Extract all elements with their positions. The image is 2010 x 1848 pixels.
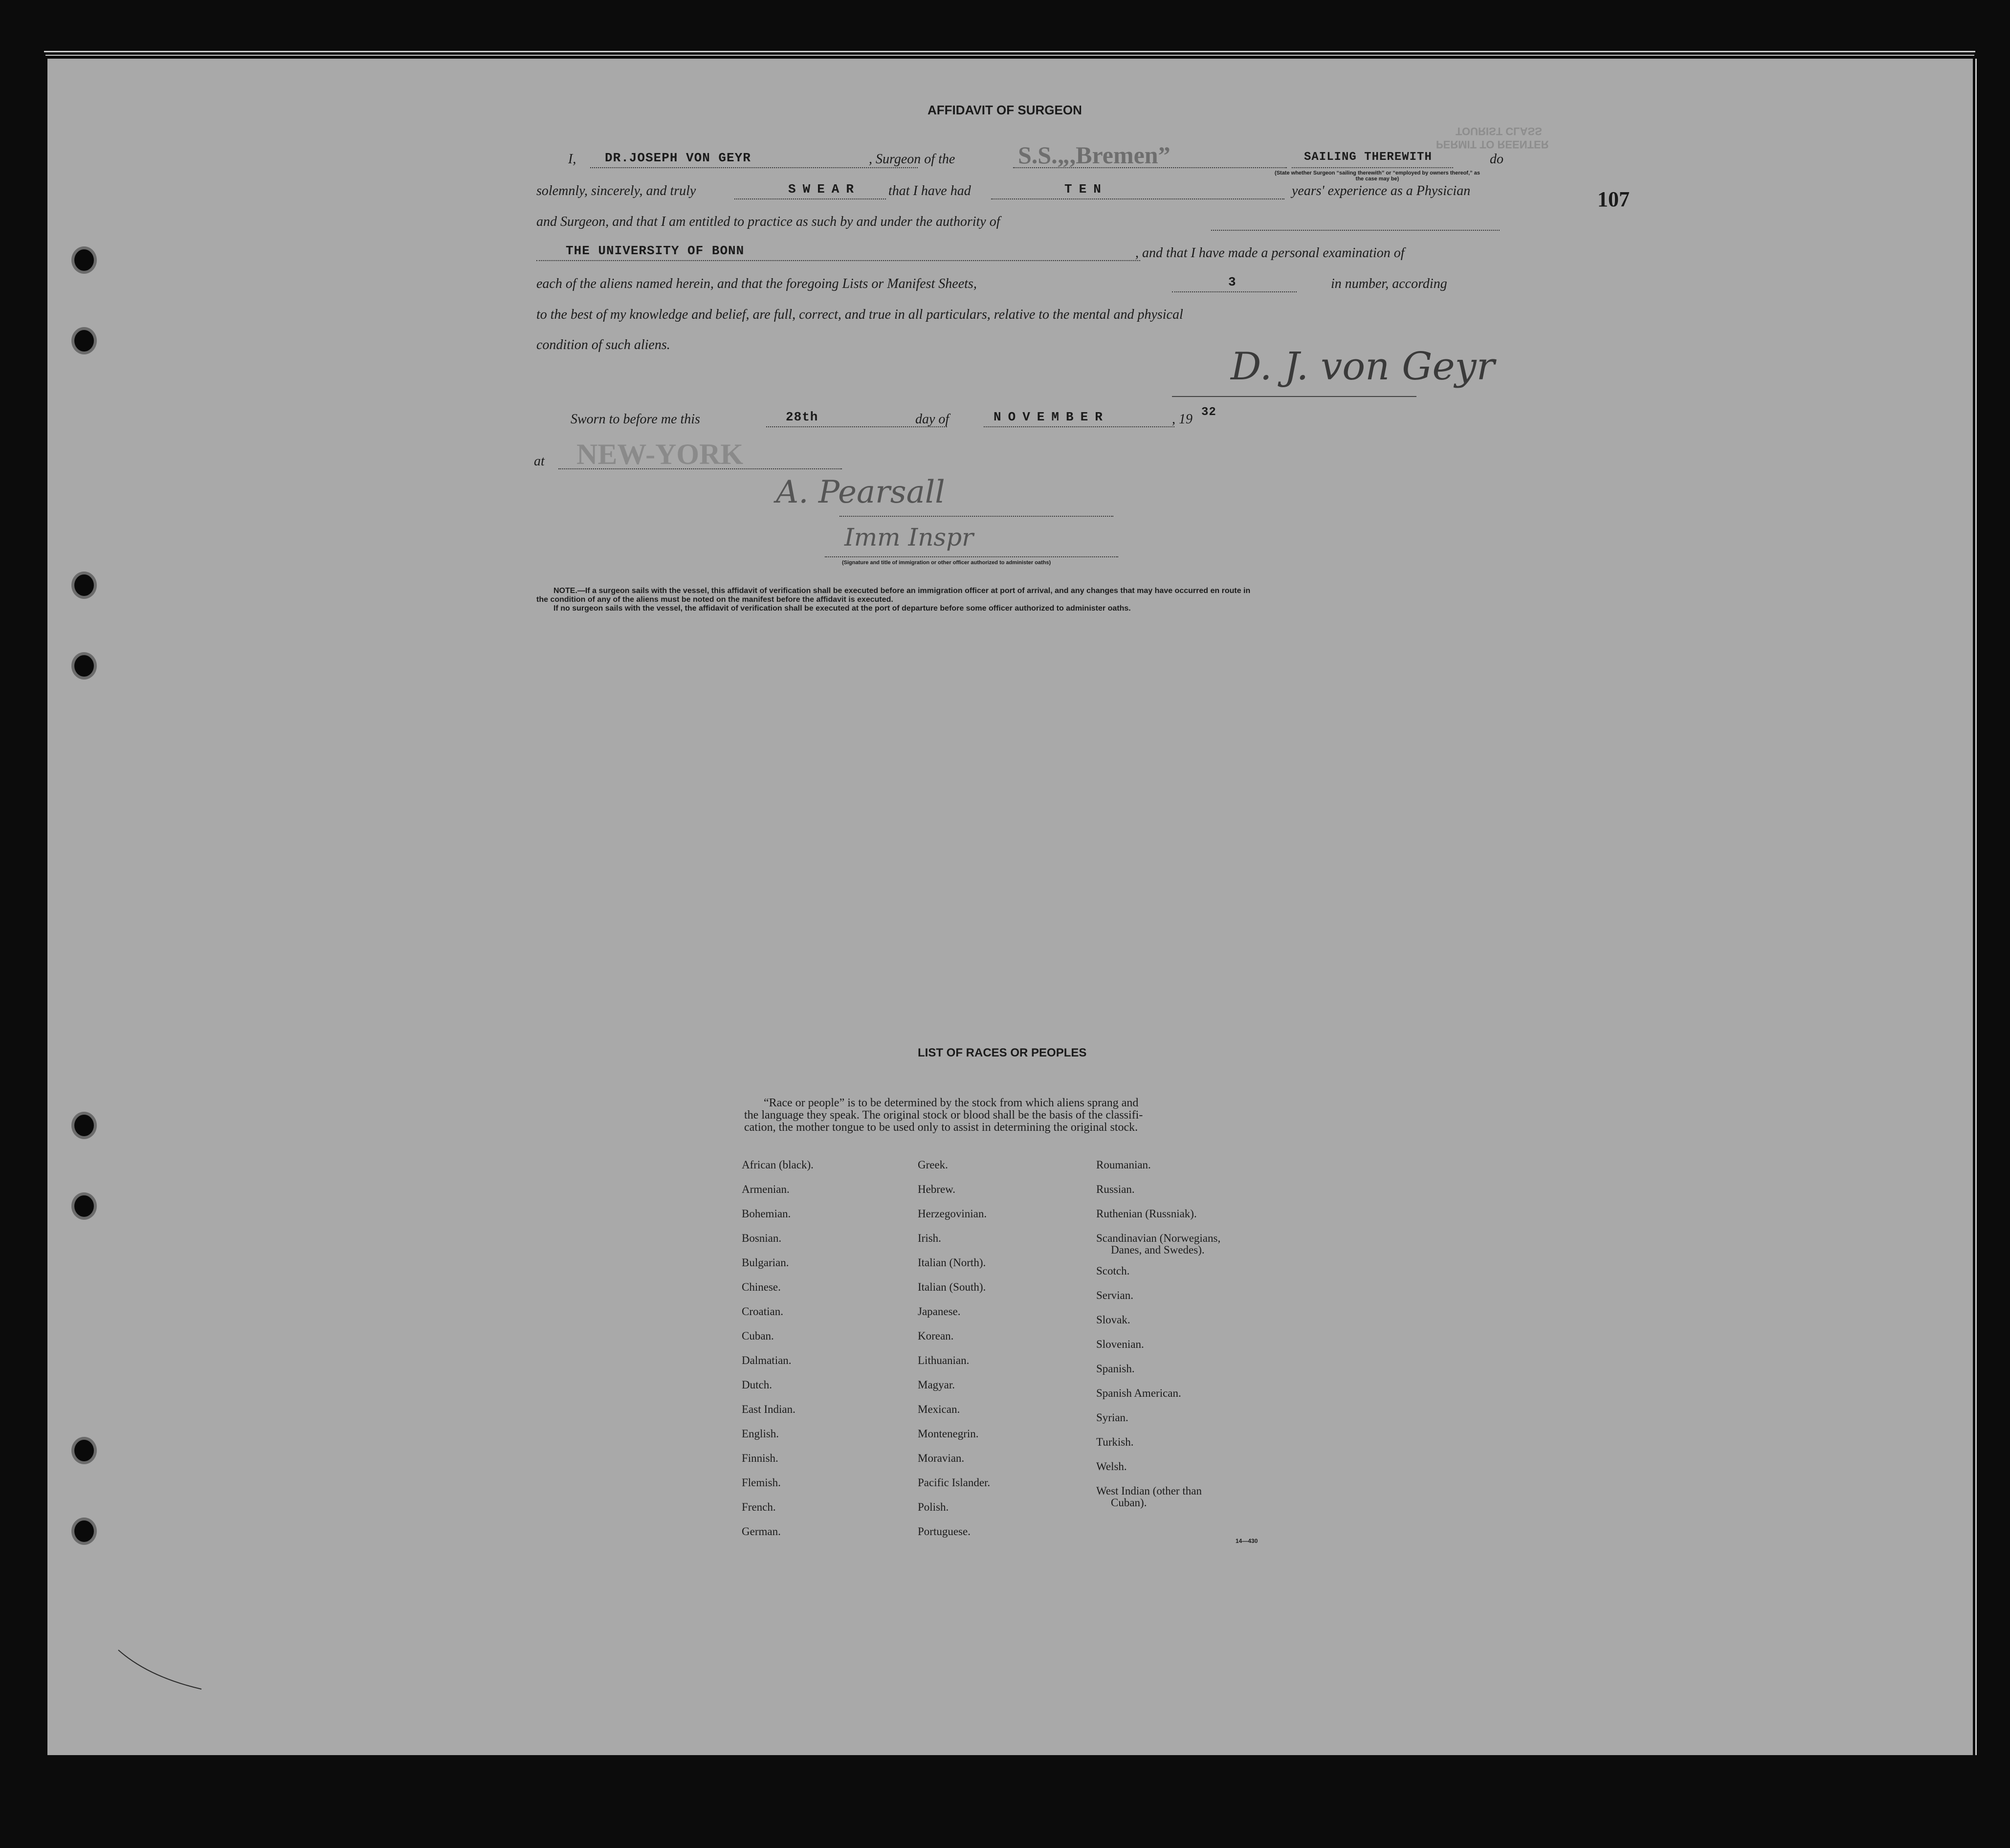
stray-pen-mark: [116, 1648, 204, 1692]
officer-line-2: [825, 556, 1118, 557]
oath-line5-suffix: in number, according: [1331, 276, 1447, 291]
race-entry: African (black).: [742, 1159, 814, 1171]
page-number: 107: [1597, 187, 1630, 211]
race-entry: Russian.: [1096, 1183, 1135, 1195]
affidavit-title: AFFIDAVIT OF SURGEON: [928, 103, 1082, 117]
class-stamp-line2: PERMIT TO REENTER: [1436, 138, 1549, 151]
punch-hole: [74, 330, 94, 352]
oath-line7: condition of such aliens.: [536, 337, 670, 352]
race-entry: German.: [742, 1525, 781, 1538]
race-entry: Roumanian.: [1096, 1159, 1151, 1171]
race-entry: Hebrew.: [918, 1183, 956, 1195]
licensing-authority: THE UNIVERSITY OF BONN: [566, 243, 745, 258]
race-entry: Pacific Islander.: [918, 1476, 991, 1489]
sworn-mid: day of: [915, 412, 950, 427]
race-entry: Montenegrin.: [918, 1428, 979, 1440]
surgeon-signature: D. J. von Geyr: [1231, 345, 1495, 389]
punch-hole: [74, 249, 94, 271]
punch-hole: [74, 1115, 94, 1136]
race-entry: Japanese.: [918, 1305, 961, 1318]
authority-blank-2: [536, 260, 1140, 261]
race-entry: Syrian.: [1096, 1411, 1128, 1424]
years-experience: TEN: [1064, 182, 1108, 197]
officer-caption: (Signature and title of immigration or other officer authorized to administer oaths): [842, 560, 1051, 566]
race-entry: Dalmatian.: [742, 1354, 792, 1366]
race-entry: Servian.: [1096, 1289, 1134, 1301]
sheet-count: 3: [1228, 275, 1237, 289]
officer-signature: A. Pearsall: [776, 474, 945, 510]
races-intro-line-1: “Race or people” is to be determined by the stock from which aliens sprang and: [764, 1097, 1139, 1109]
punch-hole: [74, 1520, 94, 1542]
place-stamp: NEW-YORK: [576, 438, 744, 470]
officer-title-signature: Imm Inspr: [844, 523, 973, 551]
race-entry: Herzegovinian.: [918, 1208, 987, 1220]
sheet-edge-right: [1975, 59, 1977, 1755]
manifest-page: [47, 59, 1973, 1755]
oath-line1-suffix: do: [1490, 152, 1503, 167]
race-entry: Italian (South).: [918, 1281, 986, 1293]
sheet-count-blank: [1172, 291, 1297, 292]
sworn-prefix: Sworn to before me this: [571, 412, 700, 427]
race-entry: Italian (North).: [918, 1256, 986, 1269]
race-entry: Croatian.: [742, 1305, 783, 1318]
oath-line4-suffix: , and that I have made a personal examination of: [1135, 245, 1405, 261]
race-entry: Danes, and Swedes).: [1111, 1244, 1205, 1256]
race-entry: Magyar.: [918, 1379, 955, 1391]
form-number: 14—430: [1236, 1538, 1258, 1544]
note-line-2: the condition of any of the aliens must be noted on the manifest before the affidavit is executed.: [536, 595, 893, 604]
punch-hole: [74, 1440, 94, 1461]
race-entry: Lithuanian.: [918, 1354, 970, 1366]
race-entry: Turkish.: [1096, 1436, 1134, 1448]
race-entry: Slovak.: [1096, 1314, 1130, 1326]
sheet-edge-top-2: [45, 55, 1974, 56]
sworn-year: 32: [1201, 406, 1216, 419]
sworn-year-prefix: , 19: [1172, 412, 1193, 427]
race-entry: Cuban).: [1111, 1496, 1147, 1509]
class-stamp-line1: TOURIST CLASS: [1456, 125, 1542, 137]
month-blank: [984, 426, 1174, 427]
oath-line1-prefix: I,: [568, 152, 576, 167]
years-blank: [991, 198, 1284, 199]
race-entry: Armenian.: [742, 1183, 790, 1195]
sworn-day: 28th: [786, 410, 818, 424]
race-entry: Slovenian.: [1096, 1338, 1144, 1350]
oath-line2-mid: that I have had: [888, 183, 971, 198]
race-entry: Welsh.: [1096, 1460, 1127, 1473]
at-label: at: [534, 454, 545, 469]
race-entry: Ruthenian (Russniak).: [1096, 1208, 1197, 1220]
oath-line6: to the best of my knowledge and belief, are full, correct, and true in all particulars, relative to the mental and physical: [536, 307, 1183, 322]
officer-line-1: [839, 516, 1113, 517]
race-entry: Scotch.: [1096, 1265, 1130, 1277]
race-entry: Spanish American.: [1096, 1387, 1181, 1399]
race-entry: Mexican.: [918, 1403, 960, 1415]
sailing-blank: [1292, 167, 1453, 168]
races-title: LIST OF RACES OR PEOPLES: [918, 1046, 1087, 1059]
punch-hole: [74, 1195, 94, 1217]
note-line-1: NOTE.—If a surgeon sails with the vessel, this affidavit of verification shall be executed before an immigration officer at port of arrival, and any changes that may have occurred en route in: [553, 587, 1251, 595]
oath-line1-mid: , Surgeon of the: [869, 152, 955, 167]
oath-type: SWEAR: [788, 182, 861, 197]
oath-line3: and Surgeon, and that I am entitled to practice as such by and under the authority of: [536, 214, 1000, 229]
oath-line2-suffix: years' experience as a Physician: [1292, 183, 1471, 198]
note-line-3: If no surgeon sails with the vessel, the affidavit of verification shall be executed at the port of departure before some officer authorized to administer oaths.: [553, 604, 1131, 613]
sailing-status: SAILING THEREWITH: [1304, 151, 1432, 164]
race-entry: Scandinavian (Norwegians,: [1096, 1232, 1221, 1244]
race-entry: Chinese.: [742, 1281, 781, 1293]
race-entry: French.: [742, 1501, 776, 1513]
oath-line5-prefix: each of the aliens named herein, and that the foregoing Lists or Manifest Sheets,: [536, 276, 977, 291]
race-entry: East Indian.: [742, 1403, 795, 1415]
authority-blank-1: [1211, 230, 1500, 231]
surgeon-name: DR.JOSEPH VON GEYR: [605, 151, 751, 165]
race-entry: Bosnian.: [742, 1232, 782, 1244]
sheet-edge-top: [44, 51, 1975, 52]
race-entry: Bulgarian.: [742, 1256, 789, 1269]
sailing-note: (State whether Surgeon “sailing therewith” or “employed by owners thereof,” as the case may be): [1275, 170, 1480, 182]
oath-blank: [734, 198, 886, 199]
races-intro-line-2: the language they speak. The original stock or blood shall be the basis of the classifi-: [744, 1109, 1143, 1122]
punch-hole: [74, 655, 94, 677]
race-entry: Polish.: [918, 1501, 949, 1513]
race-entry: Finnish.: [742, 1452, 778, 1464]
race-entry: Spanish.: [1096, 1363, 1135, 1375]
race-entry: West Indian (other than: [1096, 1485, 1202, 1497]
sworn-month: NOVEMBER: [994, 410, 1109, 424]
ship-name-stamp: S.S.„,Bremen”: [1018, 141, 1171, 169]
punch-hole: [74, 574, 94, 596]
race-entry: Flemish.: [742, 1476, 781, 1489]
name-blank: [590, 167, 918, 168]
race-entry: Moravian.: [918, 1452, 965, 1464]
races-intro-line-3: cation, the mother tongue to be used only to assist in determining the original stock.: [744, 1121, 1138, 1134]
race-entry: Irish.: [918, 1232, 941, 1244]
signature-line: [1172, 396, 1416, 397]
race-entry: Korean.: [918, 1330, 954, 1342]
race-entry: Greek.: [918, 1159, 948, 1171]
race-entry: Dutch.: [742, 1379, 772, 1391]
race-entry: Cuban.: [742, 1330, 774, 1342]
oath-line2-prefix: solemnly, sincerely, and truly: [536, 183, 696, 198]
race-entry: Portuguese.: [918, 1525, 971, 1538]
race-entry: English.: [742, 1428, 779, 1440]
race-entry: Bohemian.: [742, 1208, 791, 1220]
